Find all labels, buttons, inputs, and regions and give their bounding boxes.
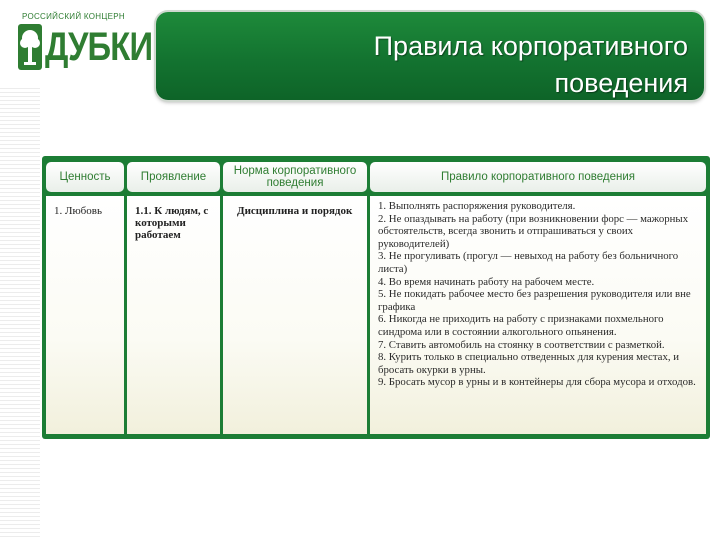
value-text: 1. Любовь bbox=[54, 205, 102, 217]
title-panel bbox=[156, 12, 704, 100]
list-item: 8. Курить только в специально отведенных для курения местах, и бросать окурки в урны. bbox=[378, 351, 680, 376]
oak-tree-icon bbox=[18, 24, 42, 70]
list-item: 2. Не опаздывать на работу (при возникновении форс — мажорных обстоятельств, всегда звонить и отпрашиваться у своих руководителей) bbox=[378, 212, 689, 250]
rules-list bbox=[370, 196, 706, 389]
cell-rules bbox=[370, 196, 706, 434]
column-header-norm: Норма корпоративного поведения bbox=[223, 162, 367, 192]
company-logo bbox=[12, 6, 153, 78]
column-header-rule: Правило корпоративного поведения bbox=[370, 162, 706, 192]
column-header-manifestation: Проявление bbox=[127, 162, 220, 192]
page-title: Правила корпоративного поведения bbox=[373, 31, 688, 98]
cell-norm bbox=[223, 196, 367, 434]
logo-tagline: РОССИЙСКИЙ КОНЦЕРН bbox=[22, 12, 125, 21]
list-item: 4. Во время начинать работу на рабочем месте. bbox=[378, 275, 595, 288]
decorative-stripes bbox=[0, 88, 40, 540]
norm-text: Дисциплина и порядок bbox=[237, 205, 353, 217]
manifestation-text: 1.1. К людям, с которыми работаем bbox=[135, 205, 209, 241]
logo-brand: ДУБКИ bbox=[45, 25, 153, 69]
list-item: 9. Бросать мусор в урны и в контейнеры для сбора мусора и отходов. bbox=[378, 376, 696, 389]
rules-table bbox=[42, 156, 710, 439]
cell-manifestation bbox=[127, 196, 220, 434]
list-item: 6. Никогда не приходить на работу с признаками похмельного синдрома или в состоянии алкогольного опьянения. bbox=[378, 313, 664, 338]
cell-value bbox=[46, 196, 124, 434]
list-item: 3. Не прогуливать (прогул — невыход на работу без больничного листа) bbox=[378, 250, 679, 275]
list-item: 7. Ставить автомобиль на стоянку в соответствии с разметкой. bbox=[378, 338, 665, 351]
list-item: 5. Не покидать рабочее место без разрешения руководителя или вне графика bbox=[378, 288, 691, 313]
column-header-value: Ценность bbox=[46, 162, 124, 192]
list-item: 1. Выполнять распоряжения руководителя. bbox=[378, 200, 576, 212]
